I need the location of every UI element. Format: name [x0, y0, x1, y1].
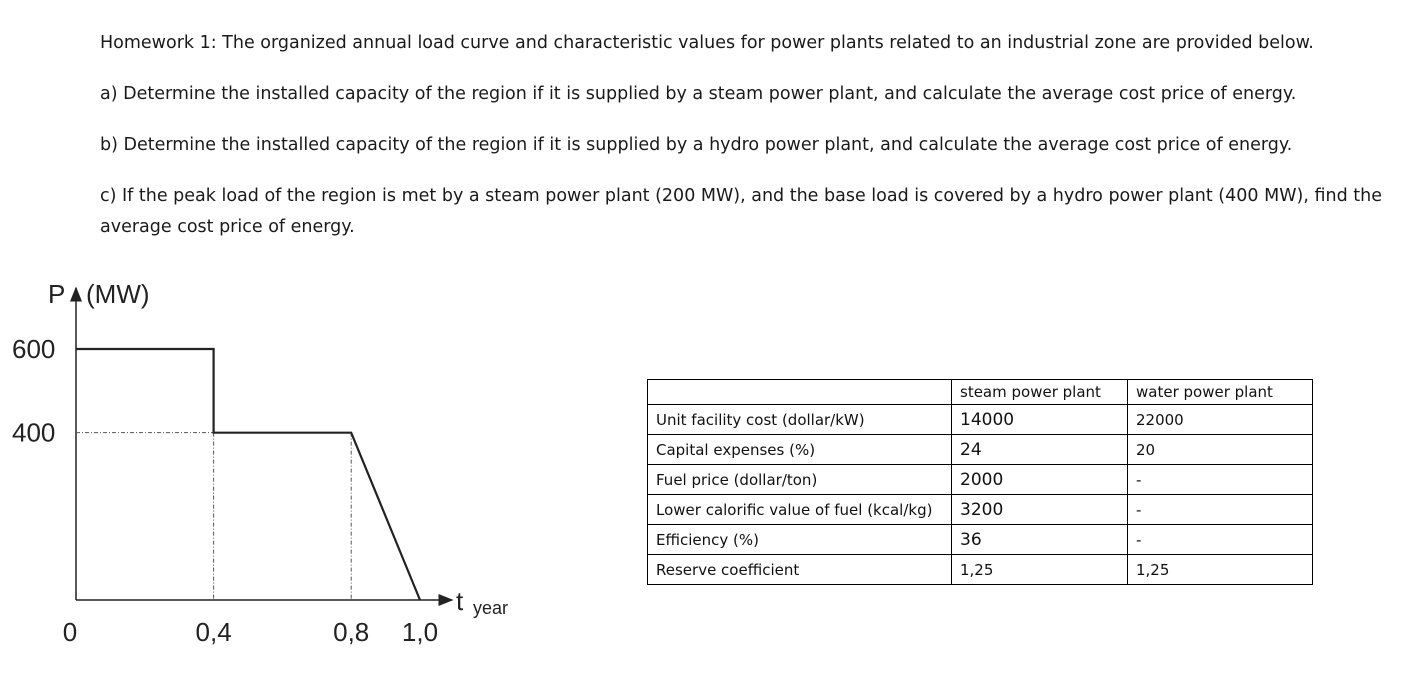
water-value: 20 [1128, 435, 1313, 465]
x-tick-label: 0,4 [195, 617, 232, 647]
table-header-row [648, 380, 1313, 405]
y-axis-label-unit: (MW) [86, 279, 150, 309]
table-row [648, 495, 1313, 525]
x-tick-labels [63, 617, 438, 647]
homework-title: Homework 1: The organized annual load curve and characteristic values for power plants related to an industrial zone are provided below. [100, 33, 1314, 53]
x-tick-label: 1,0 [401, 617, 439, 647]
water-value: 1,25 [1128, 555, 1313, 585]
table-row [648, 465, 1313, 495]
y-tick-label: 600 [12, 334, 56, 364]
load-curve-line [76, 349, 420, 600]
row-label: Unit facility cost (dollar/kW) [648, 405, 952, 435]
table-row [648, 405, 1313, 435]
homework-text [100, 28, 1390, 263]
water-value: - [1128, 495, 1313, 525]
table-row [648, 525, 1313, 555]
row-label: Lower calorific value of fuel (kcal/kg) [648, 495, 952, 525]
water-value: 22000 [1128, 405, 1313, 435]
table-header-blank [648, 380, 952, 405]
steam-value: 1,25 [952, 555, 1128, 585]
x-tick-label: 0,8 [333, 617, 370, 647]
question-a: a) Determine the installed capacity of the region if it is supplied by a steam power plant, and calculate the average cost price of energy. [100, 84, 1297, 104]
load-curve-chart [0, 270, 530, 670]
row-label: Efficiency (%) [648, 525, 952, 555]
water-value: - [1128, 465, 1313, 495]
question-b: b) Determine the installed capacity of the region if it is supplied by a hydro power plant, and calculate the average cost price of energy. [100, 135, 1293, 155]
x-tick-label: 0 [62, 617, 78, 647]
steam-value: 24 [952, 435, 1128, 465]
steam-value: 36 [952, 525, 1128, 555]
plant-characteristics-table [647, 379, 1313, 585]
row-label: Fuel price (dollar/ton) [648, 465, 952, 495]
table-header-steam: steam power plant [952, 380, 1128, 405]
x-axis-unit: year [473, 598, 509, 618]
table-row [648, 435, 1313, 465]
x-axis-label: t [456, 586, 464, 616]
y-axis-label-p: P [48, 279, 66, 309]
steam-value: 14000 [952, 405, 1128, 435]
steam-value: 2000 [952, 465, 1128, 495]
dashed-guides [76, 433, 351, 600]
table-header-water: water power plant [1128, 380, 1313, 405]
water-value: - [1128, 525, 1313, 555]
table-row [648, 555, 1313, 585]
question-c: c) If the peak load of the region is met by a steam power plant (200 MW), and the base load is covered by a hydro power plant (400 MW), find the average cost price of energy. [100, 186, 1382, 237]
row-label: Reserve coefficient [648, 555, 952, 585]
y-tick-label: 400 [12, 417, 56, 448]
steam-value: 3200 [952, 495, 1128, 525]
row-label: Capital expenses (%) [648, 435, 952, 465]
y-tick-labels [12, 334, 55, 448]
